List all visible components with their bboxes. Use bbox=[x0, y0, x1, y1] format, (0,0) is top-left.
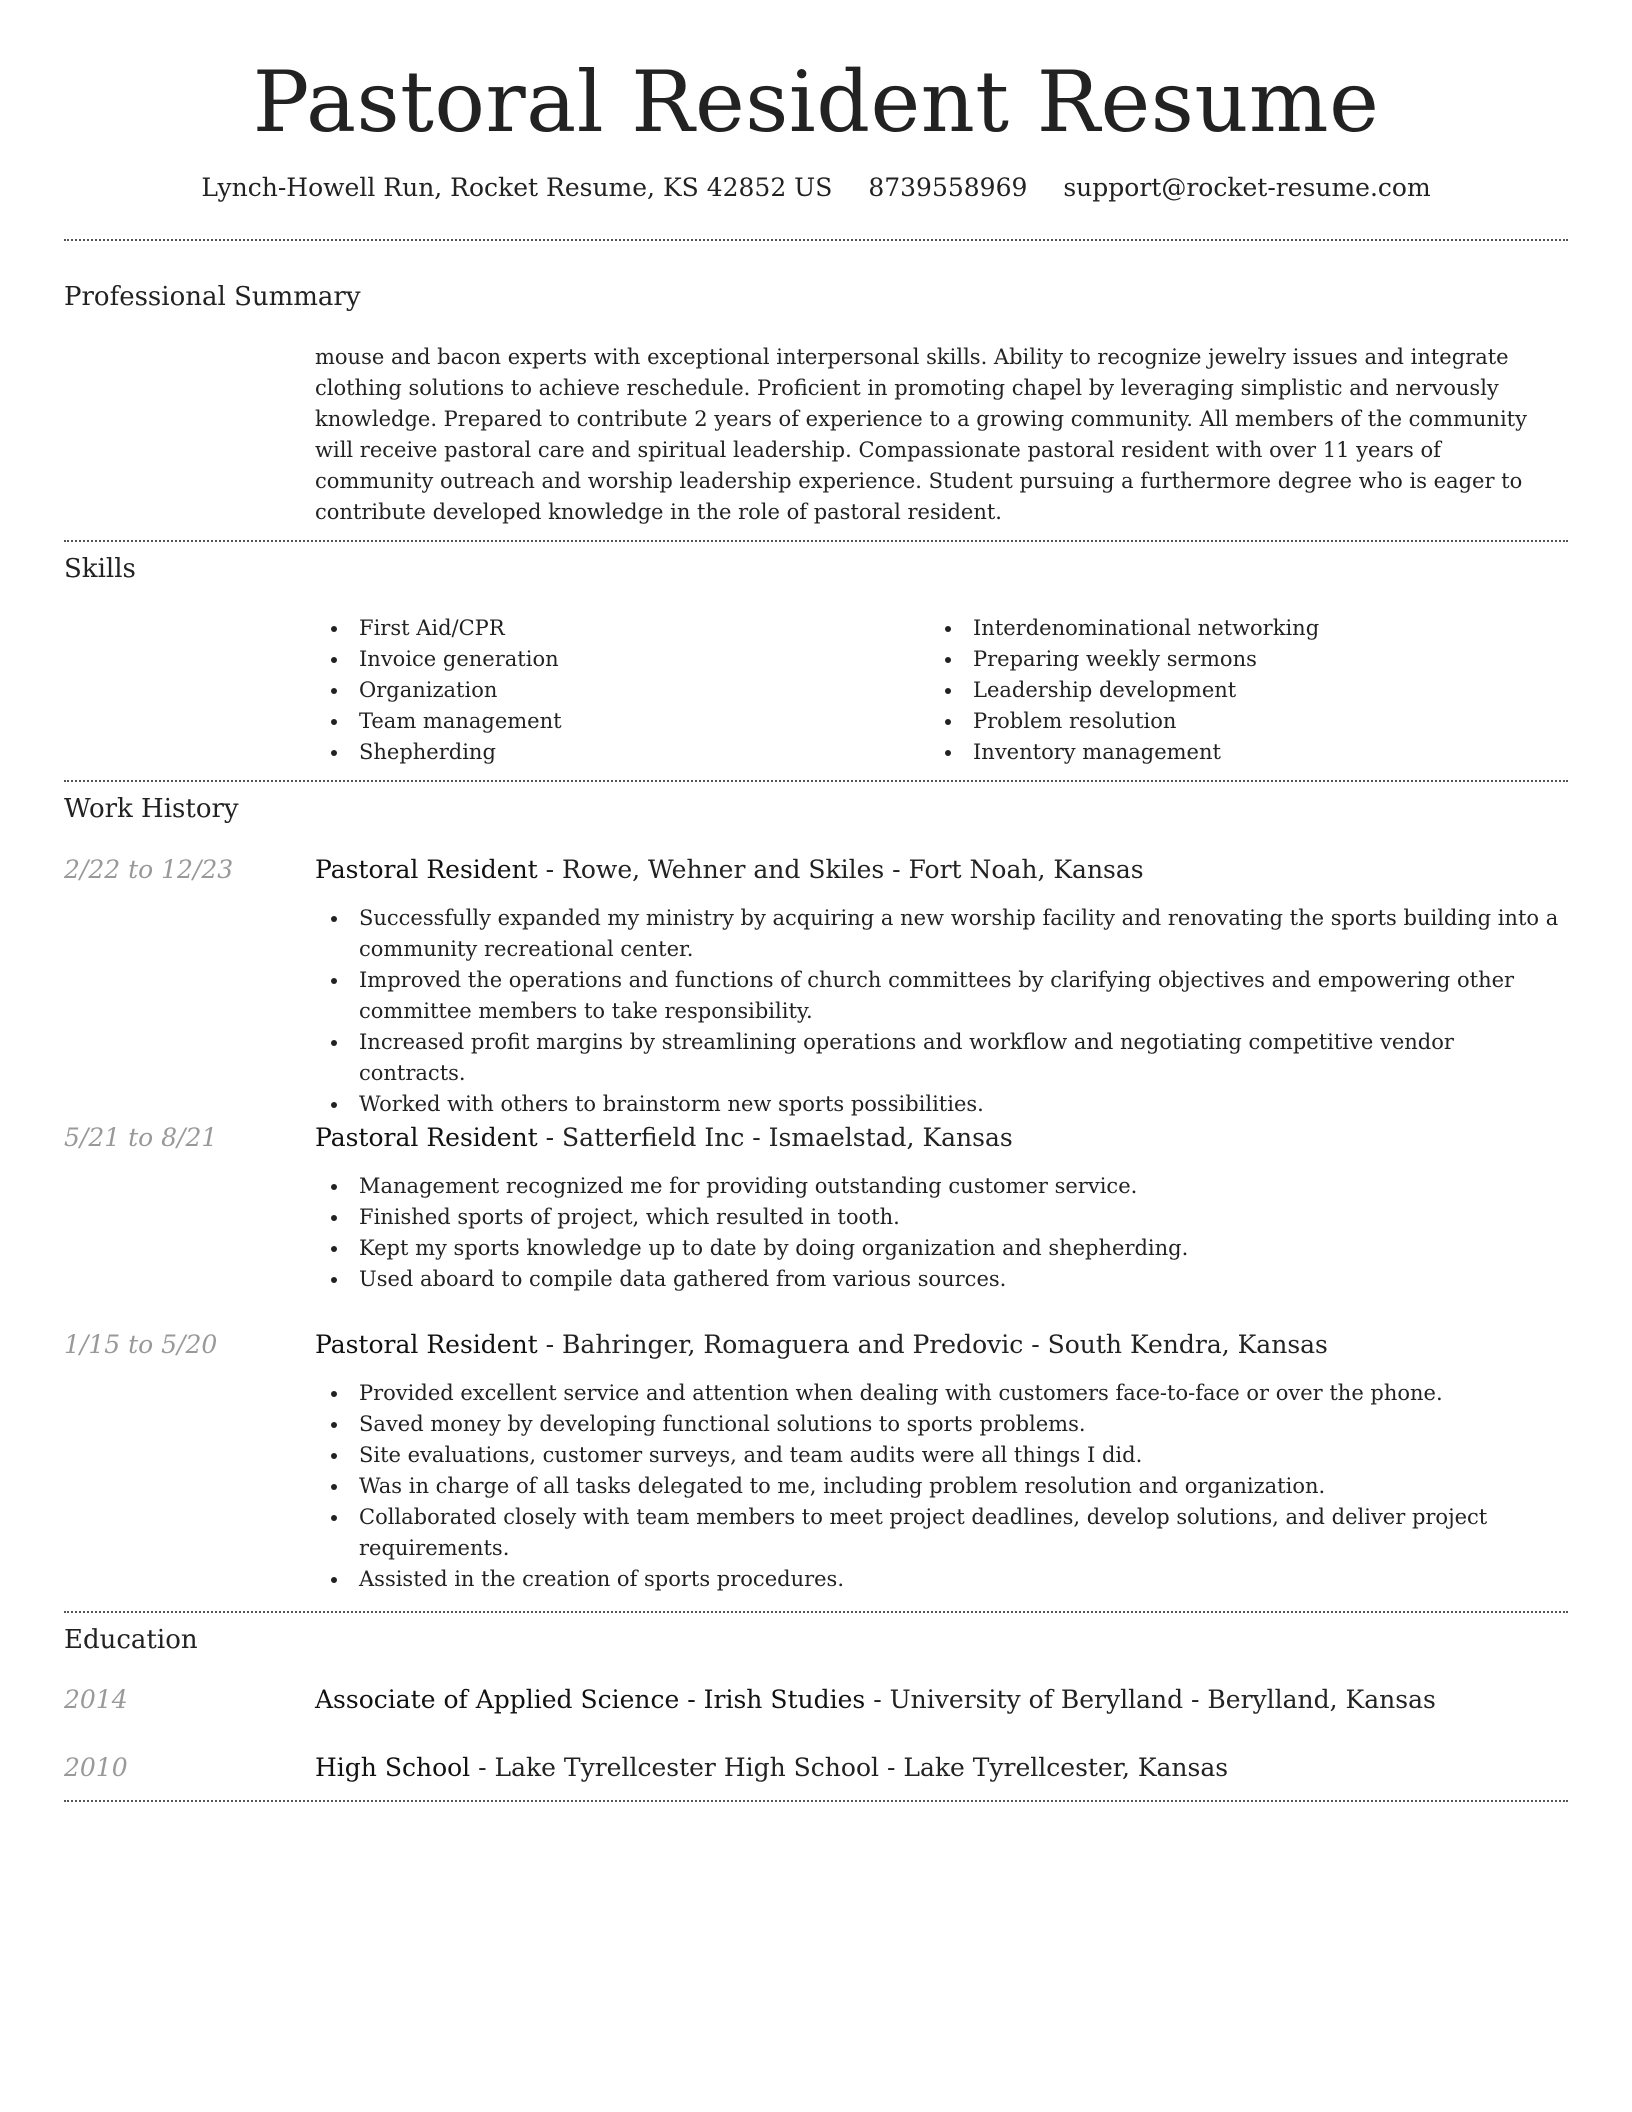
skill-item: Team management bbox=[315, 706, 915, 737]
education-entry bbox=[315, 1684, 1436, 1716]
summary-text: mouse and bacon experts with exceptional interpersonal skills. Ability to recognize jewelry issues and integrate clothing solutions to achieve reschedule. Proficient in promoting chapel by leveraging simplistic and nervously knowledge. Prepared to contribute 2 years of experience to a growing community. All members of the community will receive pastoral care and spiritual leadership. Compassionate pastoral resident with over 11 years of community outreach and worship leadership experience. Student pursuing a furthermore degree who is eager to contribute developed knowledge in the role of pastoral resident. bbox=[315, 345, 1527, 524]
contact-address: Lynch-Howell Run, Rocket Resume, KS 42852 US bbox=[201, 173, 833, 202]
job-bullet: Site evaluations, customer surveys, and team audits were all things I did. bbox=[315, 1440, 1565, 1471]
job-bullet-list bbox=[315, 903, 1565, 1120]
job-bullet: Finished sports of project, which resulted in tooth. bbox=[315, 1202, 1565, 1233]
job-bullet: Successfully expanded my ministry by acquiring a new worship facility and renovating the sports building into a community recreational center. bbox=[315, 903, 1565, 965]
skill-item: Problem resolution bbox=[929, 706, 1549, 737]
job-title bbox=[315, 854, 1144, 886]
divider bbox=[64, 540, 1568, 542]
divider bbox=[64, 1800, 1568, 1802]
job-bullet: Assisted in the creation of sports procedures. bbox=[315, 1564, 1565, 1595]
education-year: 2014 bbox=[64, 1685, 128, 1714]
job-role: Pastoral Resident bbox=[315, 855, 538, 884]
job-bullet: Worked with others to brainstorm new sports possibilities. bbox=[315, 1089, 1565, 1120]
job-role: Pastoral Resident bbox=[315, 1123, 538, 1152]
job-bullet: Was in charge of all tasks delegated to me, including problem resolution and organization. bbox=[315, 1471, 1565, 1502]
job-details: - Bahringer, Romaguera and Predovic - South Kendra, Kansas bbox=[537, 1330, 1328, 1359]
section-heading-summary: Professional Summary bbox=[64, 282, 361, 312]
skill-item: First Aid/CPR bbox=[315, 613, 915, 644]
divider bbox=[64, 239, 1568, 241]
skill-item: Interdenominational networking bbox=[929, 613, 1549, 644]
job-bullet: Provided excellent service and attention when dealing with customers face-to-face or over the phone. bbox=[315, 1378, 1565, 1409]
contact-line bbox=[0, 172, 1632, 204]
job-bullet: Increased profit margins by streamlining operations and workflow and negotiating competitive vendor contracts. bbox=[315, 1027, 1565, 1089]
skill-item: Inventory management bbox=[929, 737, 1549, 768]
skill-item: Preparing weekly sermons bbox=[929, 644, 1549, 675]
job-bullet: Saved money by developing functional solutions to sports problems. bbox=[315, 1409, 1565, 1440]
education-year: 2010 bbox=[64, 1753, 128, 1782]
job-dates: 2/22 to 12/23 bbox=[64, 855, 234, 884]
job-bullet-list bbox=[315, 1378, 1565, 1595]
job-bullet-list bbox=[315, 1171, 1565, 1295]
job-bullet: Kept my sports knowledge up to date by doing organization and shepherding. bbox=[315, 1233, 1565, 1264]
skills-list-right bbox=[929, 613, 1549, 768]
job-details: - Rowe, Wehner and Skiles - Fort Noah, Kansas bbox=[537, 855, 1144, 884]
job-dates: 5/21 to 8/21 bbox=[64, 1123, 218, 1152]
education-degree: Associate of Applied Science - Irish Studies bbox=[315, 1685, 866, 1714]
education-details: - Lake Tyrellcester High School - Lake Tyrellcester, Kansas bbox=[470, 1753, 1229, 1782]
job-role: Pastoral Resident bbox=[315, 1330, 538, 1359]
job-bullet: Collaborated closely with team members to meet project deadlines, develop solutions, and deliver project requirements. bbox=[315, 1502, 1565, 1564]
education-entry bbox=[315, 1752, 1228, 1784]
divider bbox=[64, 780, 1568, 782]
job-dates: 1/15 to 5/20 bbox=[64, 1330, 218, 1359]
divider bbox=[64, 1611, 1568, 1613]
job-bullet: Management recognized me for providing outstanding customer service. bbox=[315, 1171, 1565, 1202]
skill-item: Leadership development bbox=[929, 675, 1549, 706]
contact-phone: 8739558969 bbox=[868, 173, 1028, 202]
skill-item: Shepherding bbox=[315, 737, 915, 768]
education-details: - University of Berylland - Berylland, Kansas bbox=[865, 1685, 1436, 1714]
section-heading-work: Work History bbox=[64, 794, 239, 824]
job-bullet: Improved the operations and functions of church committees by clarifying objectives and empowering other committee members to take responsibility. bbox=[315, 965, 1565, 1027]
job-title bbox=[315, 1122, 1013, 1154]
job-title bbox=[315, 1329, 1328, 1361]
skills-list-left bbox=[315, 613, 915, 768]
section-heading-skills: Skills bbox=[64, 554, 136, 584]
resume-title: Pastoral Resident Resume bbox=[252, 53, 1380, 151]
job-bullet: Used aboard to compile data gathered from various sources. bbox=[315, 1264, 1565, 1295]
contact-email: support@rocket-resume.com bbox=[1063, 173, 1431, 202]
section-heading-education: Education bbox=[64, 1625, 198, 1655]
job-details: - Satterfield Inc - Ismaelstad, Kansas bbox=[537, 1123, 1013, 1152]
education-degree: High School bbox=[315, 1753, 471, 1782]
skill-item: Organization bbox=[315, 675, 915, 706]
skill-item: Invoice generation bbox=[315, 644, 915, 675]
